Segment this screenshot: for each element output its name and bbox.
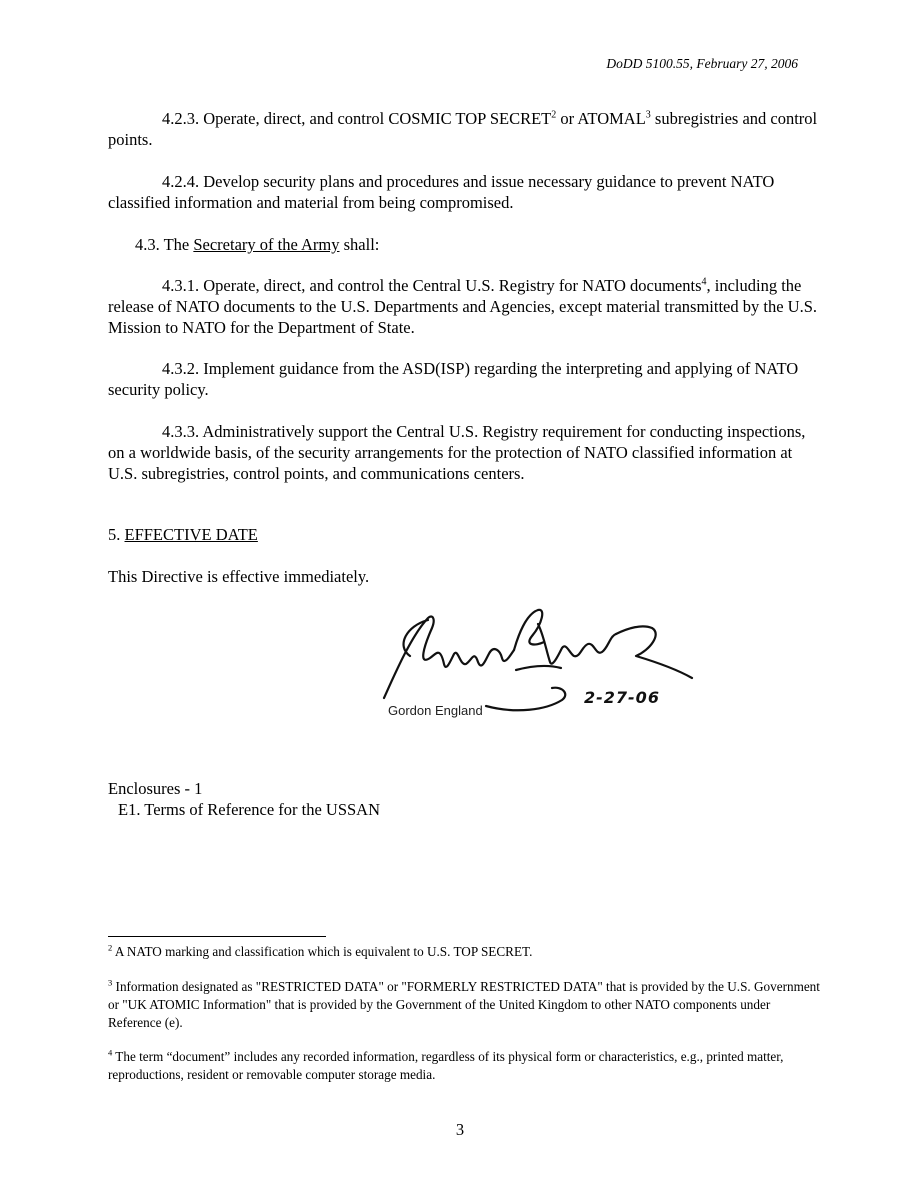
paragraph-4-2-4: 4.2.4. Develop security plans and procedures and issue necessary guidance to prevent NATO classified information and material from being compromised. (108, 172, 775, 212)
page-number: 3 (455, 1120, 465, 1139)
footnote-ref-2[interactable]: 2 (551, 109, 557, 121)
paragraph-4-2-3: 4.2.3. Operate, direct, and control COSMIC TOP SECRET$^2$ or ATOMAL$^3$ subregistries and control points. (108, 109, 818, 149)
enclosures-title: Enclosures - 1 (108, 779, 203, 798)
footnote-3: $^3$ Information designated as "RESTRICTED DATA" or "FORMERLY RESTRICTED DATA" that is provided by the U.S. Government or "UK ATOMIC Information" that is provided by the Government of the United Kingdom to other NATO components under Reference (e). (108, 977, 820, 1030)
paragraph-4-3-2: 4.3.2. Implement guidance from the ASD(ISP) regarding the interpreting and applying of NATO security policy. (108, 359, 799, 399)
effective-statement: This Directive is effective immediately. (108, 567, 370, 586)
footnote-4: $^4$ The term “document” includes any recorded information, regardless of its physical form or characteristics, e.g., printed matter, reproductions, resident or removable computer storage media. (108, 1047, 784, 1082)
paragraph-4-3-3: 4.3.3. Administratively support the Central U.S. Registry requirement for conducting inspections, on a worldwide basis, of the security arrangements for the protection of NATO classified information at U.S. subregistries, control points, and communications centers. (108, 422, 806, 483)
signature-block (366, 606, 704, 736)
signature-date: 2-27-06 (584, 688, 660, 707)
paragraph-4-3-1: 4.3.1. Operate, direct, and control the Central U.S. Registry for NATO documents$^4$, including the release of NATO documents to the U.S. Departments and Agencies, except material transmitted by the U.S. Mission to NATO for the Department of State. (108, 276, 818, 337)
enclosure-item: E1. Terms of Reference for the USSAN (118, 800, 381, 819)
paragraph-4-3: 4.3. The Secretary of the Army shall: (135, 235, 380, 254)
section-5-heading: 5. EFFECTIVE DATE (108, 525, 258, 544)
footnote-ref-3[interactable]: 3 (645, 109, 651, 121)
footnote-ref-4[interactable]: 4 (701, 276, 707, 288)
signer-name: Gordon England (388, 703, 483, 718)
footnote-separator (108, 936, 326, 937)
running-header: DoDD 5100.55, February 27, 2006 (606, 56, 798, 71)
secretary-of-army-link: Secretary of the Army (193, 235, 340, 254)
footnote-2: $^2$ A NATO marking and classification which is equivalent to U.S. TOP SECRET. (108, 942, 533, 959)
